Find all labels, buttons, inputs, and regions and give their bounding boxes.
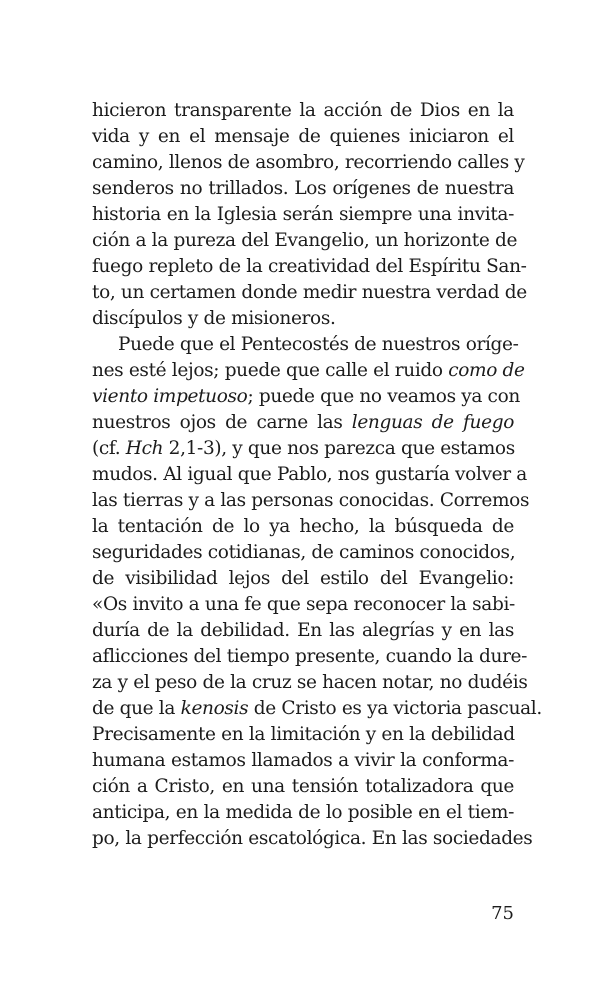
text-segment: anticipa, en la medida de lo posible en el tiem-	[92, 802, 514, 823]
text-segment: ción a la pureza del Evangelio, un horizonte de	[92, 230, 518, 251]
text-line	[92, 306, 514, 332]
text-segment: seguridades cotidianas, de caminos conocidos,	[92, 542, 516, 563]
text-segment: de Cristo es ya victoria pascual.	[248, 698, 542, 719]
text-line	[92, 696, 542, 722]
text-segment: ; puede que no veamos ya con	[247, 386, 520, 407]
text-line	[92, 566, 514, 592]
text-line	[92, 722, 514, 748]
text-line	[92, 202, 514, 228]
text-segment: humana estamos llamados a vivir la conforma-	[92, 750, 514, 771]
text-line	[92, 826, 533, 852]
text-segment: ción a Cristo, en una tensión totalizadora que	[92, 776, 514, 797]
body-text	[92, 98, 542, 852]
text-segment: hicieron transparente la acción de Dios en la	[92, 100, 514, 121]
text-segment: duría de la debilidad. En las alegrías y en las	[92, 620, 514, 641]
text-segment: za y el peso de la cruz se hacen notar, no dudéis	[92, 672, 528, 693]
text-segment: nes esté lejos; puede que calle el ruido	[92, 360, 449, 381]
text-line	[92, 462, 527, 488]
text-segment: fuego repleto de la creatividad del Espíritu San-	[92, 256, 527, 277]
text-line	[92, 98, 514, 124]
text-line	[92, 774, 514, 800]
text-line	[92, 150, 525, 176]
text-segment: nuestros ojos de carne las	[92, 412, 352, 433]
text-segment: camino, llenos de asombro, recorriendo calles y	[92, 152, 525, 173]
italic-text: como de	[448, 360, 525, 381]
text-line	[92, 748, 514, 774]
italic-text: viento impetuoso	[92, 386, 248, 407]
text-segment: de que la	[92, 698, 181, 719]
text-line	[92, 410, 514, 436]
text-segment: discípulos y de misioneros.	[92, 308, 336, 329]
text-line	[92, 592, 514, 618]
italic-text: kenosis	[180, 698, 249, 719]
italic-text: lenguas de fuego	[351, 412, 514, 433]
text-segment: de visibilidad lejos del estilo del Evangelio:	[92, 568, 514, 589]
text-segment: po, la perfección escatológica. En las sociedades	[92, 828, 533, 849]
text-segment: 2,1-3), y que nos parezca que estamos	[163, 438, 515, 459]
text-line	[92, 618, 514, 644]
text-line	[92, 800, 514, 826]
text-line	[92, 254, 527, 280]
text-segment: to, un certamen donde medir nuestra verdad de	[92, 282, 527, 303]
text-segment: (cf.	[92, 438, 126, 459]
italic-text: Hch	[125, 438, 164, 459]
text-line	[92, 644, 528, 670]
text-line	[92, 332, 519, 358]
text-segment: aflicciones del tiempo presente, cuando la dure-	[92, 646, 528, 667]
paragraph	[92, 98, 527, 332]
text-segment: mudos. Al igual que Pablo, nos gustaría volver a	[92, 464, 527, 485]
text-line	[92, 540, 514, 566]
text-segment: Puede que el Pentecostés de nuestros oríge-	[118, 334, 519, 355]
text-line	[92, 488, 530, 514]
text-line	[92, 124, 514, 150]
text-line	[92, 280, 527, 306]
text-line	[92, 228, 518, 254]
text-line	[92, 358, 525, 384]
text-segment: las tierras y a las personas conocidas. Corremos	[92, 490, 530, 511]
text-line	[92, 176, 514, 202]
text-segment: «Os invito a una fe que sepa reconocer la sabi-	[92, 594, 515, 615]
text-line	[92, 514, 514, 540]
text-segment: senderos no trillados. Los orígenes de nuestra	[92, 178, 514, 199]
text-line	[92, 670, 528, 696]
text-segment: vida y en el mensaje de quienes iniciaron el	[92, 126, 514, 147]
paragraph	[92, 332, 542, 852]
text-segment: Precisamente en la limitación y en la debilidad	[92, 724, 515, 745]
text-segment: historia en la Iglesia serán siempre una invita-	[92, 204, 514, 225]
text-line	[92, 436, 514, 462]
text-segment: la tentación de lo ya hecho, la búsqueda de	[92, 516, 514, 537]
text-line	[92, 384, 520, 410]
page-number: 75	[491, 903, 514, 924]
